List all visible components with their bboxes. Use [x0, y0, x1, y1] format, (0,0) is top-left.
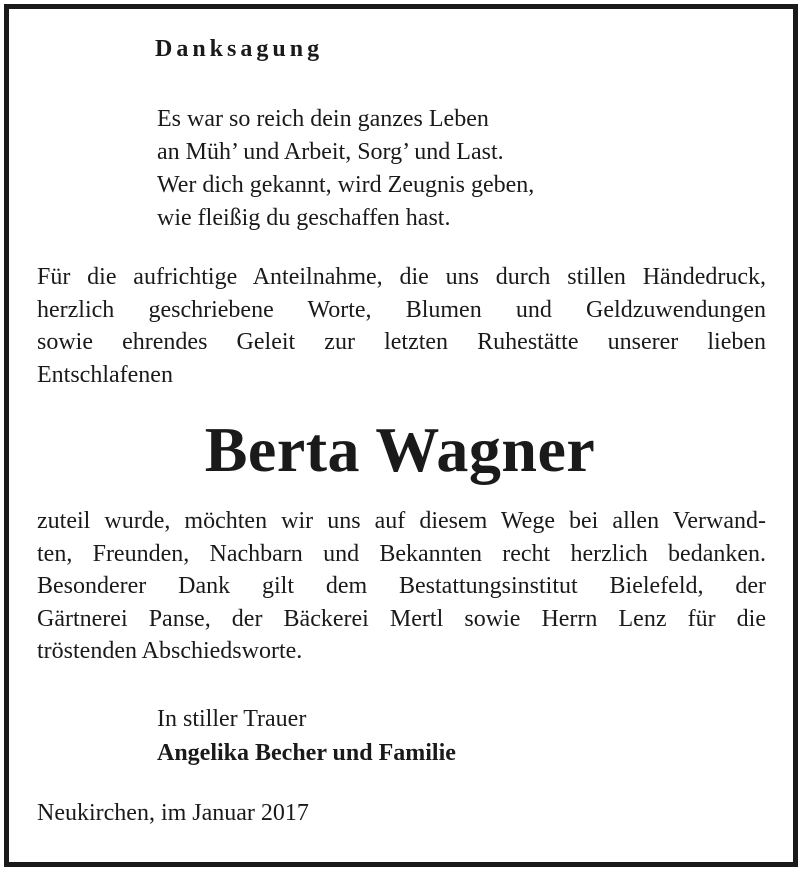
paragraph-line: herzlich geschriebene Worte, Blumen und Geldzuwendungen [37, 296, 766, 323]
deceased-name: Berta Wagner [204, 414, 596, 485]
paragraph-line: ten, Freunden, Nachbarn und Bekannten recht herzlich bedanken. [37, 540, 766, 567]
signature: Angelika Becher und Familie [157, 740, 456, 766]
poem-line: Es war so reich dein ganzes Leben [157, 106, 489, 132]
paragraph-line: sowie ehrendes Geleit zur letzten Ruhestätte unserer lieben [37, 329, 766, 355]
paragraph-line: zuteil wurde, möchten wir uns auf diesem Wege bei allen Verwand- [37, 508, 766, 534]
memorial-poem [157, 103, 534, 235]
place-and-date: Neukirchen, im Januar 2017 [37, 800, 309, 826]
notice-heading: Danksagung [155, 36, 324, 62]
paragraph-line: Besonderer Dank gilt dem Bestattungsinstitut Bielefeld, der [37, 573, 766, 599]
paragraph-line: Entschlafenen [37, 361, 173, 388]
thanks-paragraph-intro [37, 261, 766, 391]
poem-line: Wer dich gekannt, wird Zeugnis geben, [157, 172, 535, 198]
paragraph-line: Gärtnerei Panse, der Bäckerei Mertl sowie Herrn Lenz für die [37, 605, 766, 632]
paragraph-line: Für die aufrichtige Anteilnahme, die uns durch stillen Händedruck, [37, 264, 766, 290]
poem-line: wie fleißig du geschaffen hast. [157, 205, 451, 231]
paragraph-line: tröstenden Abschiedsworte. [37, 638, 303, 664]
poem-line: an Müh’ und Arbeit, Sorg’ und Last. [157, 139, 504, 165]
thanks-paragraph-main [37, 505, 766, 668]
closing-block [157, 702, 456, 770]
closing-line: In stiller Trauer [157, 706, 307, 732]
